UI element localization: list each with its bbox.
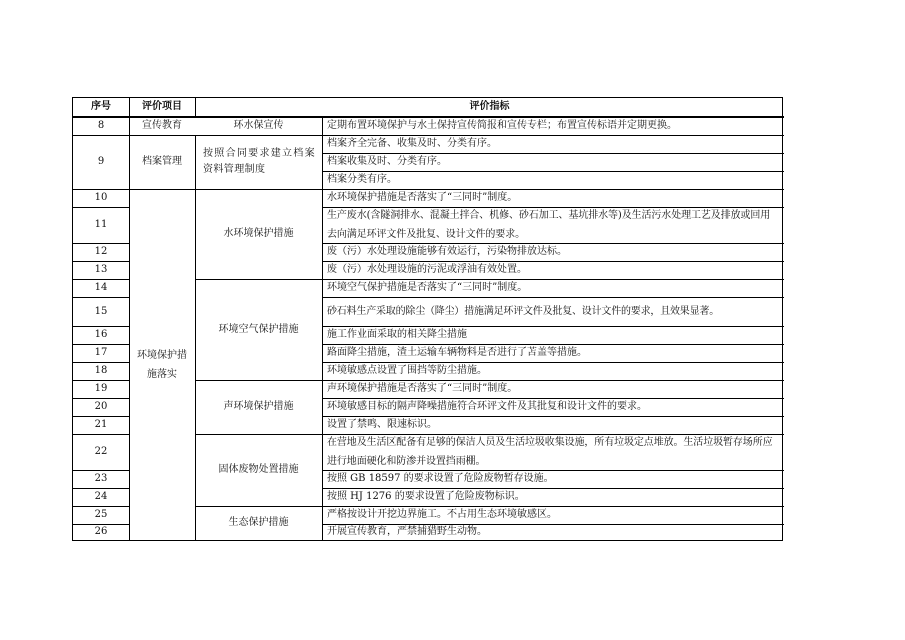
category-archives: 档案管理 <box>142 156 182 167</box>
row-seq: 12 <box>94 246 108 257</box>
row-seq: 11 <box>94 219 108 230</box>
row-seq: 15 <box>94 305 108 317</box>
row-seq: 24 <box>94 491 108 502</box>
category-environment-measures: 环境保护措施落实 <box>137 349 187 380</box>
row-seq: 18 <box>94 365 108 376</box>
evaluation-table <box>72 97 783 541</box>
indicator-text: 砂石料生产采取的除尘（降尘）措施满足环评文件及批复、设计文件的要求，且效果显著。 <box>327 305 719 317</box>
indicator-text: 环境敏感目标的隔声降噪措施符合环评文件及其批复和设计文件的要求。 <box>327 401 647 412</box>
row-seq: 21 <box>94 419 108 430</box>
row-seq: 25 <box>94 509 108 520</box>
subitem-air: 环境空气保护措施 <box>218 323 299 335</box>
indicator-text: 开展宣传教育，严禁捕猎野生动物。 <box>327 526 487 537</box>
subitem-eco: 生态保护措施 <box>228 517 289 528</box>
indicator-text: 施工作业面采取的相关降尘措施 <box>327 329 467 340</box>
indicator-text: 废（污）水处理设施的污泥或浮油有效处置。 <box>327 264 527 275</box>
subitem-publicity: 环水保宣传 <box>233 119 284 131</box>
indicator-text: 定期布置环境保护与水土保持宣传简报和宣传专栏；布置宣传标语并定期更换。 <box>327 119 677 131</box>
row-seq: 17 <box>94 347 108 358</box>
header-item: 评价项目 <box>142 101 182 112</box>
row-seq: 10 <box>94 192 108 203</box>
indicator-text: 严格按设计开挖边界施工。不占用生态环境敏感区。 <box>327 509 557 520</box>
row-seq: 9 <box>97 156 105 167</box>
header-indicator: 评价指标 <box>469 101 510 112</box>
indicator-text: 设置了禁鸣、限速标识。 <box>327 419 437 430</box>
row-seq: 26 <box>94 526 108 537</box>
indicator-text: 环境空气保护措施是否落实了“三同时”制度。 <box>327 282 528 293</box>
header-seq: 序号 <box>91 101 111 112</box>
indicator-text: 生产废水(含隧洞排水、混凝土拌合、机修、砂石加工、基坑排水等)及生活污水处理工艺及排放或回用去向满足环评文件及批复、设计文件的要求。 <box>327 210 771 240</box>
indicator-text: 档案齐全完备、收集及时、分类有序。 <box>327 138 497 149</box>
indicator-text: 按照 HJ 1276 的要求设置了危险废物标识。 <box>327 491 525 502</box>
subitem-water: 水环境保护措施 <box>223 228 294 239</box>
row-seq: 23 <box>94 473 108 484</box>
indicator-text: 环境敏感点设置了围挡等防尘措施。 <box>327 365 487 376</box>
subitem-noise: 声环境保护措施 <box>223 401 294 412</box>
subitem-waste: 固体废物处置措施 <box>218 464 299 475</box>
indicator-text: 声环境保护措施是否落实了“三同时”制度。 <box>327 383 518 394</box>
indicator-text: 档案分类有序。 <box>327 174 397 185</box>
row-seq: 14 <box>94 282 108 293</box>
row-seq: 13 <box>94 264 108 275</box>
row-seq: 22 <box>94 446 108 457</box>
indicator-text: 废（污）水处理设施能够有效运行，污染物排放达标。 <box>327 246 567 257</box>
category-publicity: 宣传教育 <box>142 119 182 131</box>
indicator-text: 路面降尘措施，渣土运输车辆物料是否进行了苫盖等措施。 <box>327 347 587 358</box>
row-seq: 8 <box>97 119 105 131</box>
indicator-text: 按照 GB 18597 的要求设置了危险废物暂存设施。 <box>327 473 554 484</box>
row-seq: 16 <box>94 329 108 340</box>
indicator-text: 档案收集及时、分类有序。 <box>327 156 447 167</box>
row-seq: 20 <box>94 401 108 412</box>
indicator-text: 在营地及生活区配备有足够的保洁人员及生活垃圾收集设施，所有垃圾定点堆放。生活垃圾暂存场所应进行地面硬化和防渗并设置挡雨棚。 <box>327 437 773 467</box>
indicator-text: 水环境保护措施是否落实了“三同时”制度。 <box>327 192 518 203</box>
row-seq: 19 <box>94 383 108 394</box>
subitem-archives: 按照合同要求建立档案资料管理制度 <box>203 148 315 175</box>
